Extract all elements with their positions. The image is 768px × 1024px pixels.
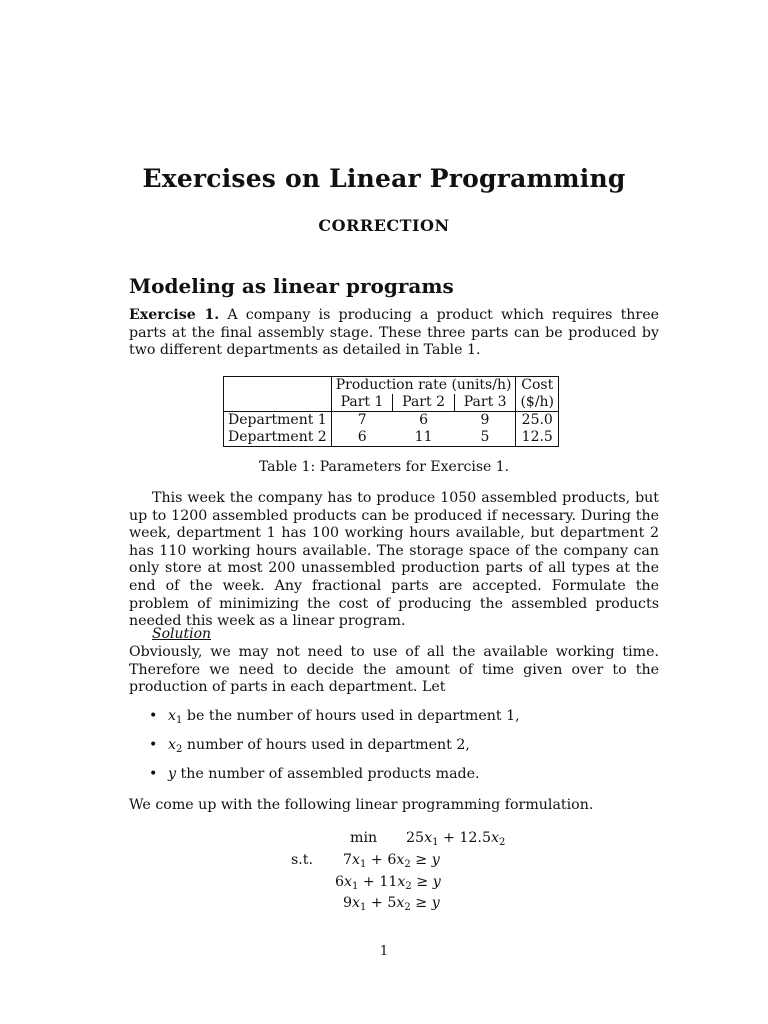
variable-subscript: 2 — [176, 744, 183, 755]
lp-objective: $25x_1 + 12.5x_2$ — [406, 830, 506, 848]
page-number: 1 — [379, 944, 389, 959]
table-part-header: Part 3 — [463, 394, 507, 410]
solution-label: Solution — [152, 626, 212, 642]
variable-symbol: x — [168, 708, 177, 724]
list-item — [129, 708, 659, 737]
table-row — [224, 412, 559, 430]
variable-symbol: x — [168, 737, 177, 753]
table-row-name: Department 2 — [224, 429, 332, 447]
bullet-icon: • — [149, 708, 158, 724]
lp-min-label: min — [350, 830, 378, 846]
exercise-intro-text: A company is producing a product which requires three parts at the final assembly stage. These three parts can be produced by two different departments as detailed in Table 1. — [129, 307, 659, 359]
table-part-header: Part 1 — [331, 394, 393, 412]
table-cell: 12.5 — [516, 429, 559, 447]
parameters-table — [223, 376, 559, 447]
lp-constraint: $9x_1 + 5x_2 \ge y$ — [343, 895, 440, 913]
table-cell: 6 — [357, 429, 367, 445]
variable-subscript: 1 — [176, 715, 183, 726]
document-title: Exercises on Linear Programming — [142, 164, 626, 193]
table-cost-header: Cost — [516, 377, 559, 395]
formulation-intro: We come up with the following linear programming formulation. — [129, 797, 594, 813]
list-item — [129, 766, 659, 795]
section-heading: Modeling as linear programs — [129, 274, 454, 298]
lp-constraint: $7x_1 + 6x_2 \ge y$ — [343, 852, 440, 870]
table-row — [224, 429, 559, 447]
table-cell: 25.0 — [516, 412, 559, 430]
table-cell: 9 — [480, 412, 490, 428]
document-subtitle: CORRECTION — [318, 216, 450, 235]
table-cost-unit: ($/h) — [516, 394, 559, 412]
table-cell: 7 — [357, 412, 367, 428]
body-paragraph: This week the company has to produce 1050 assembled products, but up to 1200 assembled products can be produced if necessary. During the week, department 1 has 100 working hours available, but department 2 has 110 working hours available. The storage space of the company can only store at most 200 unassembled production parts of all types at the end of the week. Any fractional parts are accepted. Formulate the problem of minimizing the cost of producing the assembled products needed this week as a linear program. — [129, 490, 659, 630]
table-part-header: Part 2 — [393, 394, 455, 412]
variable-symbol: y — [168, 766, 177, 782]
lp-st-label: s.t. — [291, 852, 314, 868]
list-item — [129, 737, 659, 766]
variable-list — [129, 708, 659, 795]
lp-constraint: $6x_1 + 11x_2 \ge y$ — [335, 874, 441, 892]
table-cell: 6 — [419, 412, 429, 428]
table-group-header: Production rate (units/h) — [335, 377, 512, 393]
variable-description: number of hours used in department 2, — [182, 737, 470, 753]
bullet-icon: • — [149, 766, 158, 782]
table-caption: Table 1: Parameters for Exercise 1. — [258, 459, 510, 475]
variable-description: the number of assembled products made. — [176, 766, 480, 782]
variable-description: be the number of hours used in department 1, — [182, 708, 520, 724]
bullet-icon: • — [149, 737, 158, 753]
exercise-intro — [129, 307, 659, 360]
exercise-label: Exercise 1. — [129, 307, 220, 323]
table-cell: 11 — [414, 429, 433, 445]
solution-text: Obviously, we may not need to use of all the available working time. Therefore we need to decide the amount of time given over to the production of parts in each department. Let — [129, 644, 659, 696]
table-row-name: Department 1 — [224, 412, 332, 430]
table-corner — [224, 377, 332, 395]
table-cell: 5 — [480, 429, 490, 445]
